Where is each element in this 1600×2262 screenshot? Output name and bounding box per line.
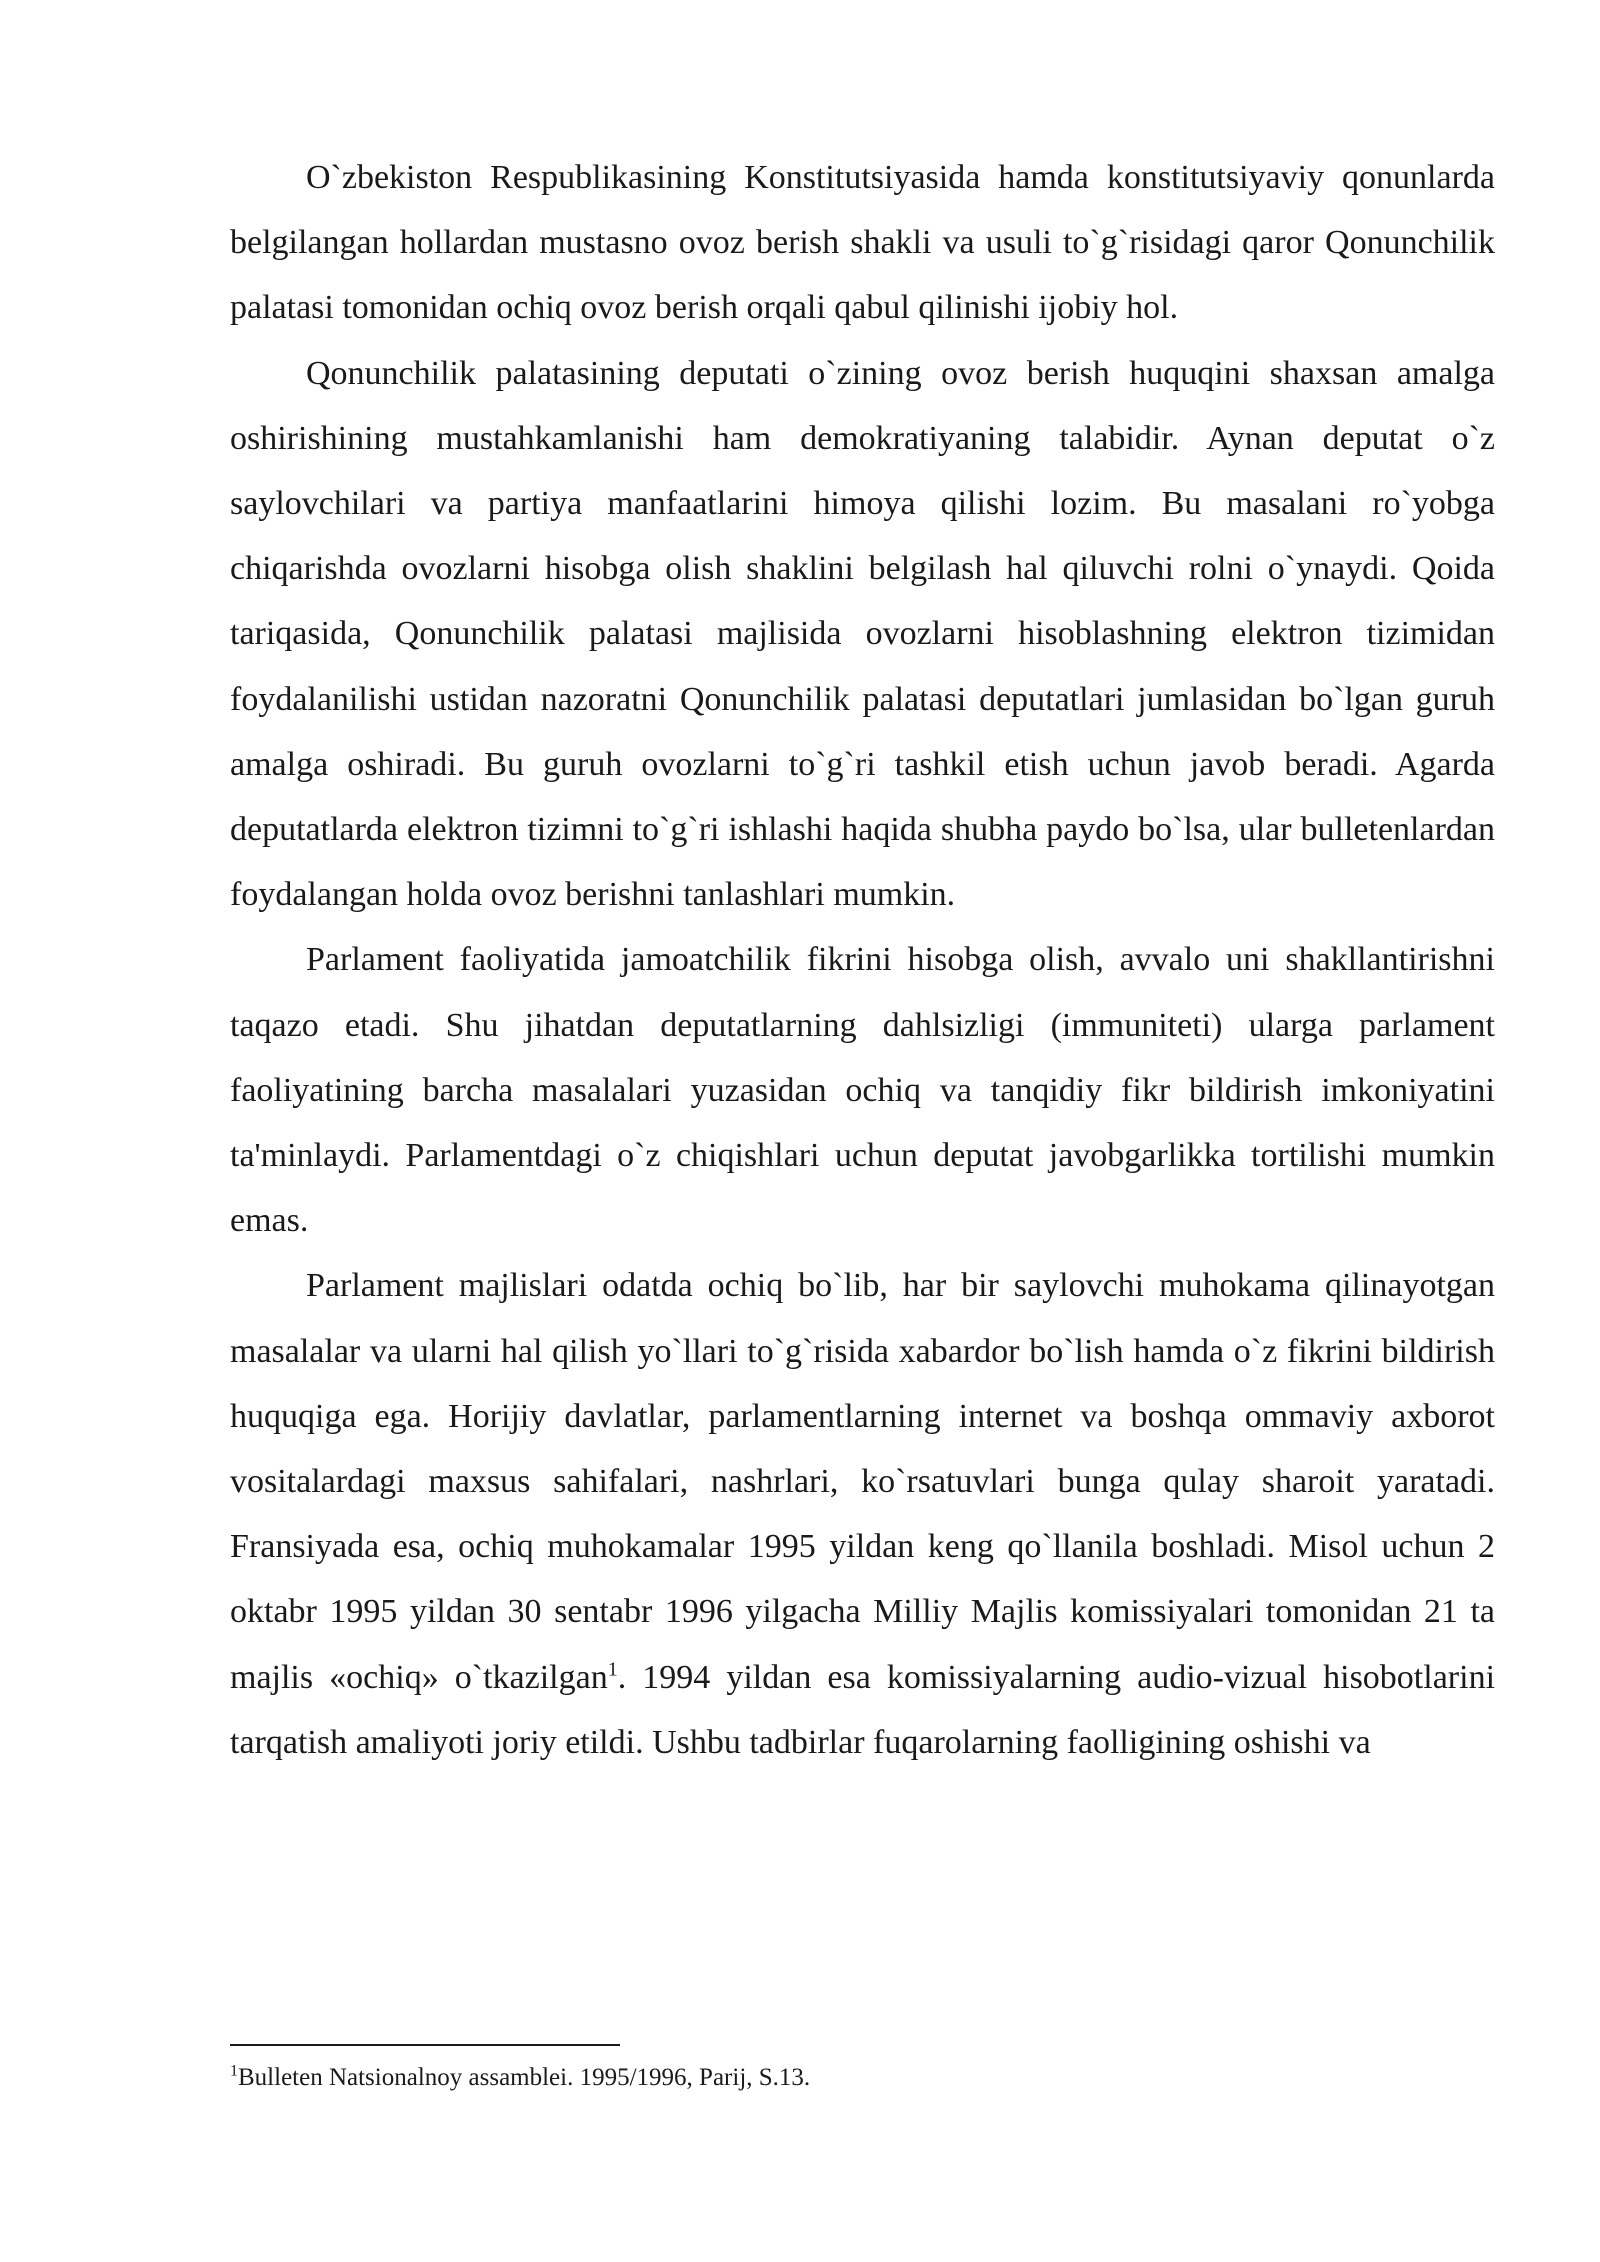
footnote-separator <box>230 2044 620 2046</box>
paragraph-2: Qonunchilik palatasining deputati o`zining ovoz berish huquqini shaxsan amalga oshirishining mustahkamlanishi ham demokratiyaning talabidir. Aynan deputat o`z saylovchilari va partiya manfaatlarini himoya qilishi lozim. Bu masalani ro`yobga chiqarishda ovozlarni hisobga olish shaklini belgilash hal qiluvchi rolni o`ynaydi. Qoida tariqasida, Qonunchilik palatasi majlisida ovozlarni hisoblashning elektron tizimidan foydalanilishi ustidan nazoratni Qonunchilik palatasi deputatlari jumlasidan bo`lgan guruh amalga oshiradi. Bu guruh ovozlarni to`g`ri tashkil etish uchun javob beradi. Agarda deputatlarda elektron tizimni to`g`ri ishlashi haqida shubha paydo bo`lsa, ular bulletenlardan foydalangan holda ovoz berishni tanlashlari mumkin. <box>230 354 1495 914</box>
paragraph-4 <box>230 1253 1495 1775</box>
footnote-mark: 1 <box>230 2062 238 2080</box>
footnote-reference[interactable]: 1 <box>607 1658 618 1681</box>
paragraph-3: Parlament faoliyatida jamoatchilik fikrini hisobga olish, avvalo uni shakllantirishni taqazo etadi. Shu jihatdan deputatlarning dahlsizligi (immuniteti) ularga parlament faoliyatining barcha masalalari yuzasidan ochiq va tanqidiy fikr bildirish imkoniyatini ta'minlaydi. Parlamentdagi o`z chiqishlari uchun deputat javobgarlikka tortilishi mumkin emas. <box>230 941 1495 1240</box>
paragraph-4-text-after-ref: . 1994 yildan esa komissiyalarning audio-vizual hisobotlarini tarqatish amaliyoti joriy etildi. Ushbu tadbirlar fuqarolarning faolligining oshishi va <box>230 1658 1496 1761</box>
footnote <box>230 2062 1495 2094</box>
paragraph-1: O`zbekiston Respublikasining Konstitutsiyasida hamda konstitutsiyaviy qonunlarda belgilangan hollardan mustasno ovoz berish shakli va usuli to`g`risidagi qaror Qonunchilik palatasi tomonidan ochiq ovoz berish orqali qabul qilinishi ijobiy hol. <box>230 159 1495 327</box>
body-text <box>230 145 1495 1775</box>
paragraph-4-text-before-ref: Parlament majlislari odatda ochiq bo`lib, har bir saylovchi muhokama qilinayotgan masalalar va ularni hal qilish yo`llari to`g`risida xabardor bo`lish hamda o`z fikrini bildirish huquqiga ega. Horijiy davlatlar, parlamentlarning internet va boshqa ommaviy axborot vositalardagi maxsus sahifalari, nashrlari, ko`rsatuvlari bunga qulay sharoit yaratadi. Fransiyada esa, ochiq muhokamalar 1995 yildan keng qo`llanila boshladi. Misol uchun 2 oktabr 1995 yildan 30 sentabr 1996 yilgacha Milliy Majlis komissiyalari tomonidan 21 ta majlis «ochiq» o`tkazilgan <box>230 1267 1495 1696</box>
footnote-text: Bulleten Natsionalnoy assamblei. 1995/1996, Parij, S.13. <box>238 2064 811 2091</box>
